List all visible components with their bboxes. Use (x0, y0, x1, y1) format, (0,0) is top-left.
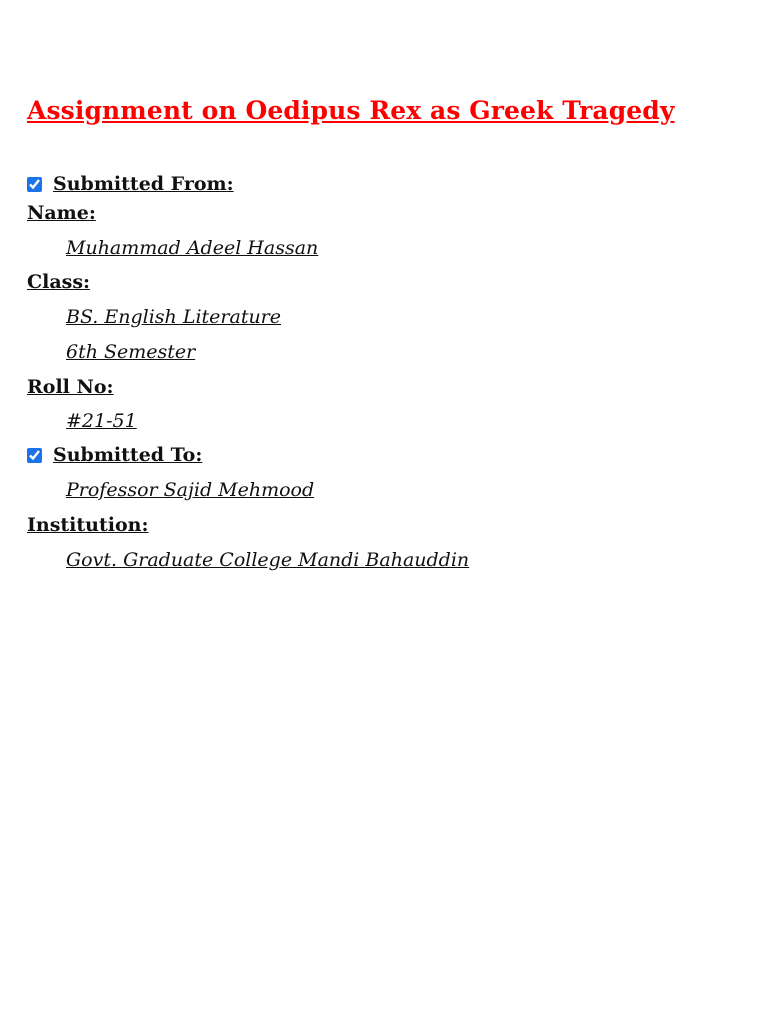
submitted-to-label: Submitted To: (53, 444, 203, 466)
class-label-row (27, 267, 90, 297)
class-program-row (66, 302, 281, 332)
name-label-row (27, 198, 96, 228)
class-program-value: BS. English Literature (66, 306, 282, 328)
roll-no-label-row (27, 372, 114, 402)
submitted-from-checkbox[interactable] (27, 177, 42, 192)
class-semester-row (66, 337, 195, 367)
roll-no-label: Roll No: (27, 376, 114, 398)
roll-no-value: #21-51 (66, 410, 137, 432)
class-semester-value: 6th Semester (66, 341, 196, 363)
document-title: Assignment on Oedipus Rex as Greek Tragedy (27, 96, 675, 125)
institution-label: Institution: (27, 514, 149, 536)
name-value-row (66, 233, 318, 263)
submitted-to-value: Professor Sajid Mehmood (66, 479, 315, 501)
submitted-from-row (27, 169, 234, 199)
submitted-from-label: Submitted From: (53, 173, 234, 195)
submitted-to-row (27, 440, 202, 470)
roll-no-value-row (66, 406, 137, 436)
institution-value: Govt. Graduate College Mandi Bahauddin (66, 549, 470, 571)
name-value: Muhammad Adeel Hassan (66, 237, 319, 259)
name-label: Name: (27, 202, 96, 224)
submitted-to-value-row (66, 475, 314, 505)
institution-label-row (27, 510, 148, 540)
class-label: Class: (27, 271, 91, 293)
submitted-to-checkbox[interactable] (27, 448, 42, 463)
institution-value-row (66, 545, 469, 575)
